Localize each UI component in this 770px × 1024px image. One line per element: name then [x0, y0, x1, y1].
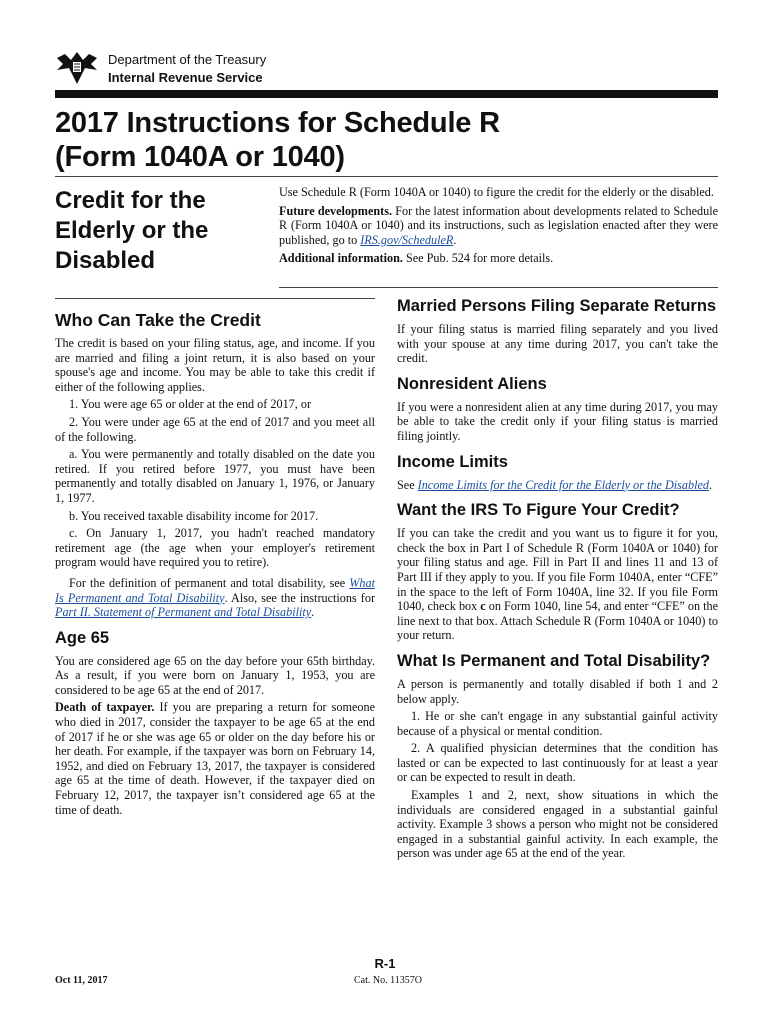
credit-heading-line: Disabled [55, 247, 156, 274]
ptd-paragraph: A person is permanently and totally disabled if both 1 and 2 below apply. [397, 676, 718, 706]
additional-info-label: Additional information. [279, 251, 403, 266]
permanent-total-disability-heading: What Is Permanent and Total Disability? [397, 651, 711, 670]
who-item-a: a. You were permanently and totally disabled on the date you retired. If you retired before 1977, you must have been permanently and totally disabled on January 1, 1976, or January 1, 1977. [55, 447, 375, 505]
death-of-taxpayer-label: Death of taxpayer. [55, 700, 155, 715]
page-number: R-1 [374, 956, 396, 971]
who-item-b: b. You received taxable disability income for 2017. [69, 508, 319, 523]
nonresident-aliens-heading: Nonresident Aliens [397, 374, 547, 393]
title-line-1: 2017 Instructions for Schedule R [55, 107, 500, 139]
who-item-c: c. On January 1, 2017, you hadn't reached mandatory retirement age (the age when your employer's retirement program would have required you to retire). [55, 526, 375, 570]
credit-heading-line: Elderly or the [55, 217, 209, 244]
title-rule [55, 176, 718, 177]
additional-info-paragraph [279, 251, 718, 266]
ptd-item-1: 1. He or she can't engage in any substantial gainful activity because of a physical or mental condition. [397, 709, 718, 738]
future-developments-paragraph [279, 204, 718, 248]
permanent-total-disability-link[interactable]: What Is Permanent and Total Disability [55, 575, 375, 605]
schedule-r-link[interactable]: IRS.gov/ScheduleR [360, 232, 454, 247]
right-column [397, 292, 718, 864]
department-name: Department of the Treasury [108, 52, 267, 67]
definition-paragraph [55, 576, 375, 620]
punctuation: . [453, 232, 457, 247]
figure-credit-text: on Form 1040, line 54, and enter “CFE” on the line next to that box. Attach Schedule R (Form 1040A or 1040) to your return. [397, 599, 719, 643]
revision-date: Oct 11, 2017 [55, 975, 108, 986]
left-column [55, 305, 375, 820]
income-limits-link[interactable]: Income Limits for the Credit for the Elderly or the Disabled [417, 477, 709, 492]
header-rule [55, 90, 718, 98]
definition-text: . Also, see the instructions for [224, 590, 375, 605]
catalog-number: Cat. No. 11357O [354, 975, 422, 986]
nonresident-aliens-paragraph: If you were a nonresident alien at any time during 2017, you may be able to take the credit only if your filing status is married filing jointly. [397, 399, 718, 443]
title-line-2: (Form 1040A or 1040) [55, 141, 345, 173]
credit-heading-line: Credit for the [55, 187, 206, 214]
punctuation: . [709, 477, 713, 492]
figure-credit-heading: Want the IRS To Figure Your Credit? [397, 501, 680, 520]
future-developments-label: Future developments. [279, 203, 392, 218]
part-ii-statement-link[interactable]: Part II. Statement of Permanent and Total Disability [55, 605, 312, 620]
box-letter: c [480, 599, 486, 614]
who-item-2: 2. You were under age 65 at the end of 2017 and you meet all of the following. [55, 414, 375, 444]
left-column-rule [55, 298, 375, 299]
intro-rule [279, 287, 718, 288]
who-can-take-heading: Who Can Take the Credit [55, 310, 261, 330]
ptd-item-2: 2. A qualified physician determines that the condition has lasted or can be expected to last continuously for at least a year or can be expected to result in death. [397, 741, 718, 785]
intro-paragraph: Use Schedule R (Form 1040A or 1040) to figure the credit for the elderly or the disabled. [279, 185, 714, 199]
future-developments-text: For the latest information about developments related to Schedule R (Form 1040A or 1040) and its instructions, such as legislation enacted after they were published, go to [279, 203, 718, 247]
income-limits-heading: Income Limits [397, 452, 508, 471]
death-of-taxpayer-paragraph [55, 700, 375, 817]
age-65-heading: Age 65 [55, 628, 110, 647]
income-limits-paragraph [397, 478, 718, 493]
irs-eagle-logo [55, 50, 99, 86]
figure-credit-text: If you can take the credit and you want us to figure it for you, check the box in Part I of Schedule R (Form 1040A or 1040) for your filing status and age. Fill in Part II and lines 11 and 13 of Part III if they apply to you. If you file Form 1040A, enter “CFE” in the space to the left of Form 1040A, line 32. If you file Form 1040, check box [397, 526, 718, 614]
who-item-1: 1. You were age 65 or older at the end of 2017, or [69, 397, 311, 412]
married-separate-heading: Married Persons Filing Separate Returns [397, 297, 717, 315]
page-title [55, 106, 500, 174]
death-of-taxpayer-text: If you are preparing a return for someone who died in 2017, consider the taxpayer to be age 65 at the end of 2017 if he or she was age 65 or older on the day before his or her death. For example, if the taxpayer was born on February 14, 1952, and died on February 13, 2017, the taxpayer is considered age 65 at the time of death. However, if the taxpayer died on February 12, 2017, the taxpayer isn’t considered age 65 at the time of death. [55, 700, 375, 817]
age-65-paragraph: You are considered age 65 on the day before your 65th birthday. As a result, if you were born on January 1, 1953, you are considered to be age 65 at the end of 2017. [55, 653, 375, 697]
ptd-examples-paragraph: Examples 1 and 2, next, show situations in which the individuals are considered engaged in a substantial gainful activity. Example 3 shows a person who might not be considered engaged in a substantial gainful activity. In each example, the person was under age 65 at the end of the year. [397, 788, 718, 861]
credit-heading [55, 186, 208, 276]
agency-name: Internal Revenue Service [108, 70, 263, 85]
additional-info-text: See Pub. 524 for more details. [402, 251, 554, 266]
definition-text: For the definition of permanent and total disability, see [69, 575, 350, 590]
figure-credit-paragraph [397, 526, 718, 643]
married-separate-paragraph: If your filing status is married filing separately and you lived with your spouse at any time during 2017, you can't take the credit. [397, 322, 718, 366]
who-paragraph: The credit is based on your filing status, age, and income. If you are married and filing a joint return, it is also based on your spouse's age and income. You may be able to take this credit if either of the following applies. [55, 336, 375, 394]
punctuation: . [311, 605, 315, 620]
intro-section [279, 185, 718, 270]
income-limits-text: See [397, 477, 418, 492]
